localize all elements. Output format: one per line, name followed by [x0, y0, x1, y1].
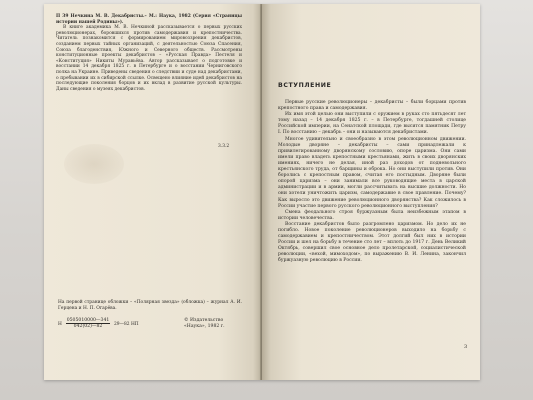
- open-book: [44, 4, 480, 384]
- bbk-code: 3.3.2: [218, 144, 230, 149]
- catalog-record: [56, 14, 242, 92]
- page-stain: [64, 144, 124, 184]
- publication-code-range: 29—82 НП: [114, 322, 139, 327]
- book-annotation: В книге академика М. В. Нечкиной рассказывается о первых русских революционерах, боровшихся против самодержавия и крепостничества. Читатель познакомится с формированием мировоззрения декабристов, созданием первых тайных организаций, с деятельностью Союза Спасения, Союза благоденствия, Южного и Северного обществ. Рассмотрены конституционные проекты декабристов – «Русская Правда» Пестеля и «Конституция» Никиты Муравьёва. Автор рассказывает о подготовке и восстании 14 декабря 1825 г. в Петербурге и о восстании Черниговского полка на Украине. Приведены сведения о следствии и суде над декабристами, о пребывании их в сибирской ссылке. Освещено влияние идей декабристов на последующие поколения борцов и их вклад в развитие русской культуры. Даны сведения о музеях декабристов.: [56, 25, 242, 92]
- paragraph-4: Смена феодального строя буржуазным была неизбежным этапом в истории человечества.: [278, 209, 466, 221]
- cover-note: На первой странице обложки – «Полярная звезда» (обложка) – журнал А. И. Герцена и Н. П. Огарёва.: [58, 300, 242, 311]
- publication-code-denominator: 042(02)—82: [66, 323, 110, 329]
- copyright-publisher: [184, 318, 225, 330]
- publication-code-prefix: Н: [58, 322, 62, 327]
- chapter-heading: ВСТУПЛЕНИЕ: [278, 82, 332, 89]
- copyright-line-2: «Наука», 1982 г.: [184, 324, 225, 329]
- catalog-heading: П 39 Нечкина М. В. Декабристы.– М.: Наука, 1982 (Серия «Страницы истории нашей Родины»).: [56, 14, 242, 25]
- page-number: 3: [464, 344, 468, 350]
- right-page: [262, 4, 480, 380]
- copyright-line-1: © Издательство: [184, 318, 224, 323]
- publication-code-numerator: 0505010000—341: [66, 318, 110, 323]
- paragraph-3: Многое удивительно и своеобразно в этом революционном движении. Молодые дворяне – декабристы – сами принадлежали к привилегированному дворянскому сословию, опоре царизма. Они сами имели право владеть крепостными крестьянами, жить в своих дворянских имениях, ничего не делая, иной раз доходов от подневольного крестьянского труда, от барщины и оброка. Но они выступили против. Они боролись с крепостным правом, считая его постыдным. Дворяне были опорой царизма – они занимали все руководящие места в царской администрации и в армии, могли рассчитывать на высшие должности. Но они хотели уничтожить царизм, самодержавие в свое правление. Почему? Как выросло это движение революционного дворянства? Как сложилось в России участие первого русского революционного выступления?: [278, 136, 466, 209]
- publication-code-fraction: [66, 318, 110, 329]
- paragraph-5: Восстание декабристов было разгромлено царизмом. Но дело их не погибло. Новое поколение революционеров выходило на борьбу с самодержавием и крепостничеством. Этот долгий был них в истории России и шел на борьбу в течение сто лет – вплоть до 1917 г. День Великий Октябрь, совершил свое основное дело пролетарской, социалистической революции, «вехой, мимоходом», по выражению В. И. Ленина, закончил буржуазную революцию в России.: [278, 221, 466, 264]
- paragraph-2: Их имя этой целью они выступили с оружием в руках сто пятьдесят лет тому назад – 14 декабря 1825 г. – в Петербурге, тогдашней столице Российской империи, на Сенатской площади, где высится памятник Петру I. По восстанию – декабрь – они и называются декабристами.: [278, 112, 466, 136]
- left-page: [44, 4, 262, 380]
- chapter-body: [278, 100, 466, 265]
- paragraph-1: Первые русские революционеры – декабристы – были борцами против крепостного права и самодержавия.: [278, 100, 466, 112]
